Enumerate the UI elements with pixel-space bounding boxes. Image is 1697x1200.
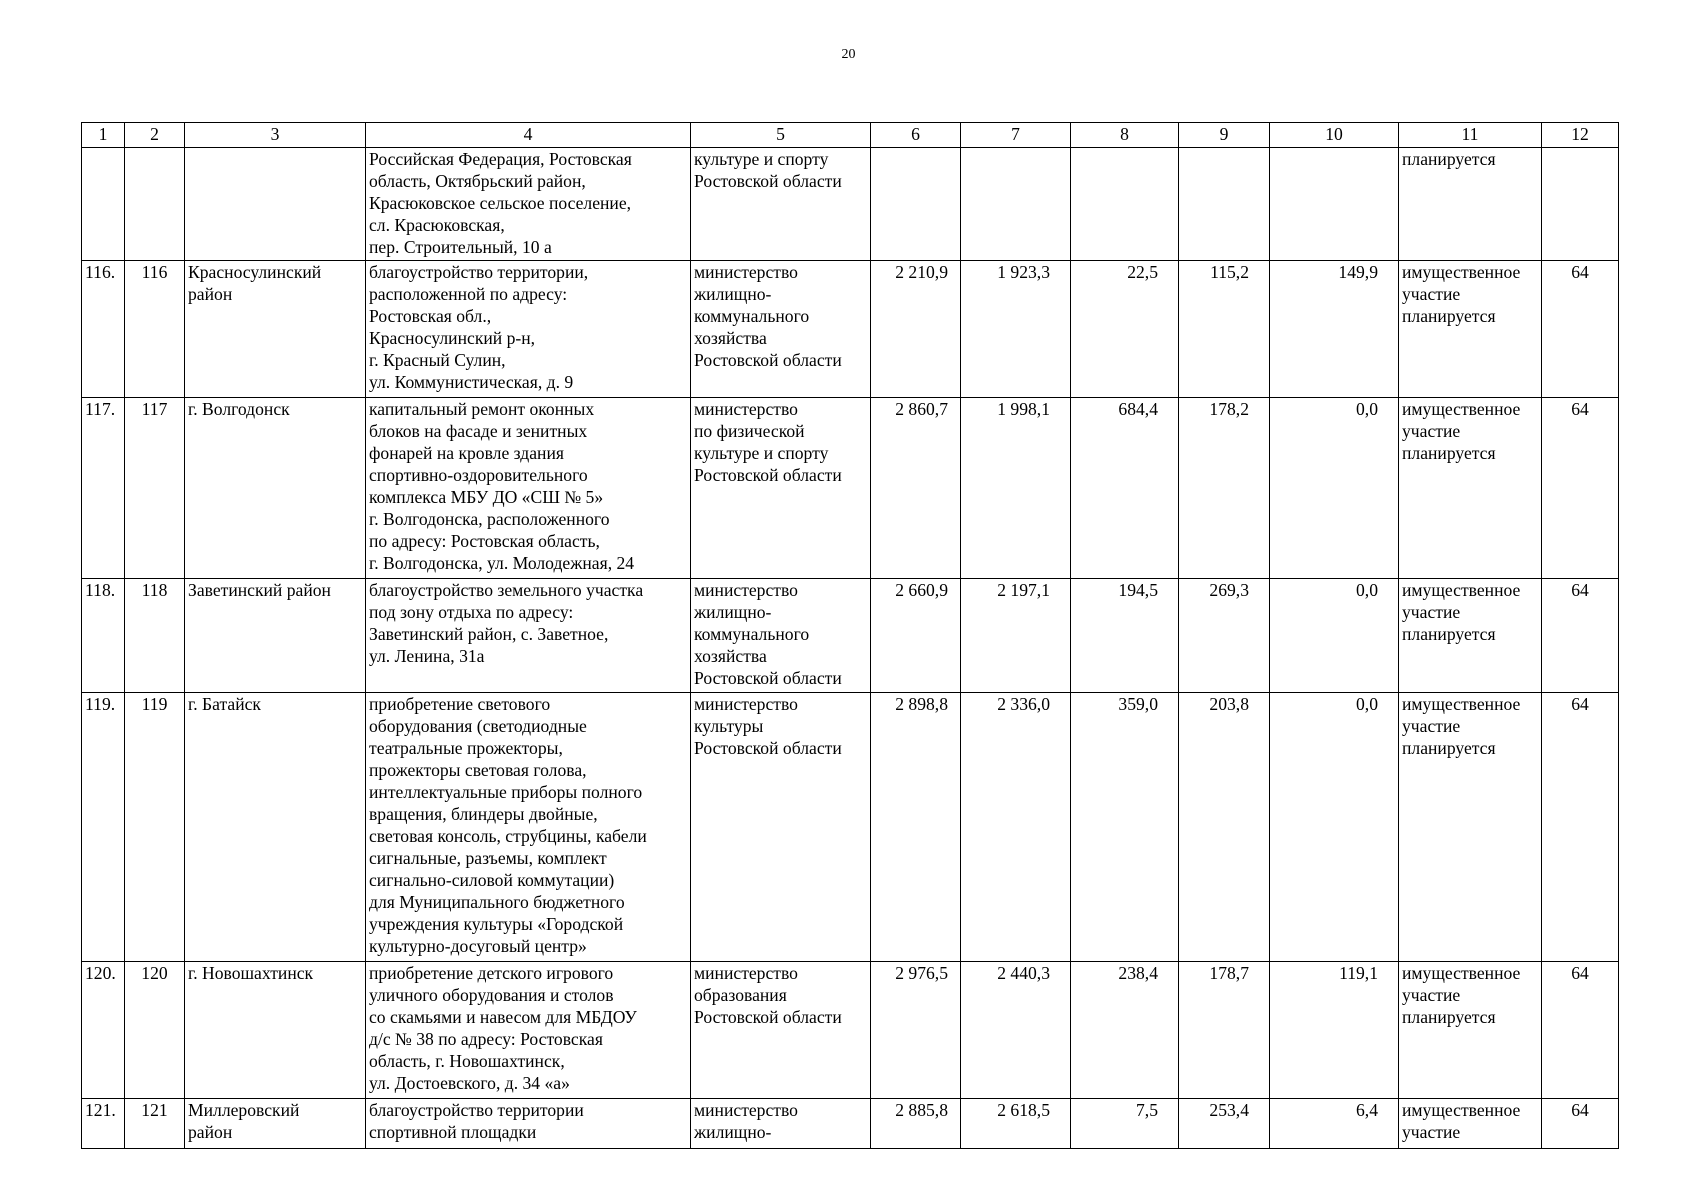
extra-funds: 178,7 [1209,963,1249,983]
score: 64 [1571,694,1589,714]
participation-cell [1399,1099,1542,1149]
regional-budget-cell [961,962,1071,1099]
municipality: Красносулинский район [188,262,322,304]
regional-budget-cell [961,579,1071,693]
other-funds-cell [1270,1099,1399,1149]
ministry-cell [691,398,871,579]
extra-funds-cell [1179,261,1270,398]
municipality-cell [185,1099,366,1149]
row-index-cell [82,398,125,579]
municipality-cell [185,579,366,693]
project-description: приобретение светового оборудования (светодиодные театральные прожекторы, прожекторы световая голова, интеллектуальные приборы полного вращения, блиндеры двойные, световая консоль, струбцины, кабели сигнальные, разъемы, комплект сигнально-силовой коммутации) для Муниципального бюджетного учреждения культуры «Городской культурно-досуговый центр» [369,694,647,956]
table-row [82,1099,1619,1149]
other-funds: 0,0 [1356,694,1378,714]
total-cost-cell [871,962,961,1099]
extra-funds-cell [1179,962,1270,1099]
row-number-cell [125,579,185,693]
table-row [82,398,1619,579]
score: 64 [1571,963,1589,983]
regional-budget: 2 336,0 [997,694,1050,714]
row-number-cell [125,261,185,398]
score: 64 [1571,262,1589,282]
row-number-cell [125,148,185,261]
row-index-cell [82,148,125,261]
participation-cell [1399,261,1542,398]
total-cost-cell [871,1099,961,1149]
row-number-cell [125,398,185,579]
column-header: 7 [961,123,1071,148]
municipality-cell [185,261,366,398]
row-index-cell [82,962,125,1099]
local-budget: 7,5 [1136,1100,1158,1120]
header-row [82,123,1619,148]
row-number: 117 [141,399,168,419]
ministry-cell [691,579,871,693]
total-cost: 2 976,5 [895,963,948,983]
total-cost: 2 660,9 [895,580,948,600]
table-row [82,693,1619,962]
row-number: 118 [141,580,168,600]
extra-funds: 269,3 [1209,580,1249,600]
extra-funds: 115,2 [1210,262,1249,282]
regional-budget-cell [961,261,1071,398]
local-budget-cell [1071,398,1179,579]
other-funds-cell [1270,962,1399,1099]
municipality: г. Волгодонск [188,399,290,419]
column-header: 9 [1179,123,1270,148]
score-cell [1542,693,1619,962]
participation-cell [1399,579,1542,693]
local-budget-cell [1071,962,1179,1099]
participation-status: имущественное участие планируется [1402,399,1521,463]
score-cell [1542,962,1619,1099]
regional-budget-cell [961,148,1071,261]
total-cost: 2 860,7 [895,399,948,419]
regional-budget-cell [961,1099,1071,1149]
column-header: 5 [691,123,871,148]
table-row [82,579,1619,693]
ministry-cell [691,1099,871,1149]
responsible-ministry: министерство жилищно- [694,1100,798,1142]
participation-cell [1399,148,1542,261]
extra-funds-cell [1179,398,1270,579]
regional-budget: 2 197,1 [997,580,1050,600]
column-header: 4 [366,123,691,148]
total-cost: 2 885,8 [895,1100,948,1120]
local-budget-cell [1071,148,1179,261]
column-header: 11 [1399,123,1542,148]
other-funds: 0,0 [1356,399,1378,419]
municipality: Миллеровский район [188,1100,300,1142]
row-number-cell [125,962,185,1099]
local-budget: 684,4 [1118,399,1158,419]
participation-status: планируется [1402,149,1496,169]
participation-status: имущественное участие планируется [1402,580,1521,644]
regional-budget: 2 618,5 [997,1100,1050,1120]
extra-funds: 253,4 [1209,1100,1249,1120]
responsible-ministry: министерство образования Ростовской области [694,963,842,1027]
municipality-cell [185,693,366,962]
description-cell [366,398,691,579]
municipality: г. Батайск [188,694,261,714]
other-funds-cell [1270,579,1399,693]
score-cell [1542,398,1619,579]
project-description: приобретение детского игрового уличного оборудования и столов со скамьями и навесом для МБДОУ д/с № 38 по адресу: Ростовская область, г. Новошахтинск, ул. Достоевского, д. 34 «а» [369,963,637,1093]
extra-funds: 178,2 [1209,399,1249,419]
total-cost-cell [871,148,961,261]
score: 64 [1571,580,1589,600]
project-description: капитальный ремонт оконных блоков на фасаде и зенитных фонарей на кровле здания спортивно-оздоровительного комплекса МБУ ДО «СШ № 5» г. Волгодонска, расположенного по адресу: Ростовская область, г. Волгодонска, ул. Молодежная, 24 [369,399,635,573]
column-header: 6 [871,123,961,148]
ministry-cell [691,148,871,261]
score-cell [1542,261,1619,398]
other-funds: 0,0 [1356,580,1378,600]
column-header: 2 [125,123,185,148]
participation-status: имущественное участие [1402,1100,1521,1142]
responsible-ministry: министерство культуры Ростовской области [694,694,842,758]
participation-cell [1399,693,1542,962]
row-index: 117. [85,399,116,419]
participation-status: имущественное участие планируется [1402,963,1521,1027]
description-cell [366,579,691,693]
row-index-cell [82,579,125,693]
score: 64 [1571,1100,1589,1120]
row-number: 121 [141,1100,168,1120]
local-budget: 238,4 [1118,963,1158,983]
total-cost: 2 898,8 [895,694,948,714]
project-description: благоустройство территории, расположенной по адресу: Ростовская обл., Красносулинский р-н, г. Красный Сулин, ул. Коммунистическая, д. 9 [369,262,589,392]
score-cell [1542,148,1619,261]
local-budget: 22,5 [1127,262,1158,282]
table-row [82,148,1619,261]
description-cell [366,693,691,962]
total-cost-cell [871,261,961,398]
other-funds-cell [1270,398,1399,579]
row-index-cell [82,1099,125,1149]
column-header: 10 [1270,123,1399,148]
total-cost-cell [871,579,961,693]
row-index-cell [82,261,125,398]
total-cost: 2 210,9 [895,262,948,282]
row-number: 119 [141,694,168,714]
row-number-cell [125,1099,185,1149]
regional-budget-cell [961,398,1071,579]
score-cell [1542,1099,1619,1149]
participation-status: имущественное участие планируется [1402,694,1521,758]
score-cell [1542,579,1619,693]
description-cell [366,148,691,261]
responsible-ministry: министерство по физической культуре и спорту Ростовской области [694,399,842,485]
row-number-cell [125,693,185,962]
extra-funds-cell [1179,148,1270,261]
regional-budget: 2 440,3 [997,963,1050,983]
municipality: Заветинский район [188,580,331,600]
project-description: благоустройство территории спортивной площадки [369,1100,584,1142]
page-number: 20 [841,47,856,62]
row-index: 120. [85,963,116,983]
extra-funds-cell [1179,579,1270,693]
responsible-ministry: министерство жилищно- коммунального хозяйства Ростовской области [694,262,842,370]
column-header: 8 [1071,123,1179,148]
column-header: 12 [1542,123,1619,148]
local-budget-cell [1071,693,1179,962]
program-table [81,122,1619,1149]
description-cell [366,962,691,1099]
description-cell [366,261,691,398]
total-cost-cell [871,398,961,579]
column-header: 3 [185,123,366,148]
description-cell [366,1099,691,1149]
other-funds: 6,4 [1356,1100,1378,1120]
other-funds-cell [1270,693,1399,962]
ministry-cell [691,261,871,398]
local-budget: 194,5 [1118,580,1158,600]
municipality-cell [185,148,366,261]
other-funds: 119,1 [1339,963,1378,983]
responsible-ministry: министерство жилищно- коммунального хозяйства Ростовской области [694,580,842,688]
row-index: 118. [85,580,116,600]
municipality-cell [185,962,366,1099]
other-funds-cell [1270,148,1399,261]
score: 64 [1571,399,1589,419]
local-budget-cell [1071,1099,1179,1149]
row-index: 116. [85,262,116,282]
row-index: 119. [85,694,116,714]
table-row [82,962,1619,1099]
extra-funds: 203,8 [1209,694,1249,714]
regional-budget-cell [961,693,1071,962]
total-cost-cell [871,693,961,962]
row-index: 121. [85,1100,116,1120]
regional-budget: 1 998,1 [997,399,1050,419]
project-description: благоустройство земельного участка под зону отдыха по адресу: Заветинский район, с. Заветное, ул. Ленина, 31а [369,580,644,666]
ministry-cell [691,693,871,962]
local-budget: 359,0 [1118,694,1158,714]
participation-cell [1399,962,1542,1099]
extra-funds-cell [1179,1099,1270,1149]
local-budget-cell [1071,261,1179,398]
row-number: 120 [141,963,168,983]
responsible-ministry: культуре и спорту Ростовской области [694,149,842,191]
municipality: г. Новошахтинск [188,963,314,983]
table-row [82,261,1619,398]
participation-status: имущественное участие планируется [1402,262,1521,326]
ministry-cell [691,962,871,1099]
column-header: 1 [82,123,125,148]
row-index-cell [82,693,125,962]
extra-funds-cell [1179,693,1270,962]
municipality-cell [185,398,366,579]
other-funds: 149,9 [1338,262,1378,282]
other-funds-cell [1270,261,1399,398]
row-number: 116 [141,262,168,282]
local-budget-cell [1071,579,1179,693]
regional-budget: 1 923,3 [997,262,1050,282]
participation-cell [1399,398,1542,579]
project-description: Российская Федерация, Ростовская область, Октябрьский район, Красюковское сельское поселение, сл. Красюковская, пер. Строительный, 10 а [369,149,632,257]
